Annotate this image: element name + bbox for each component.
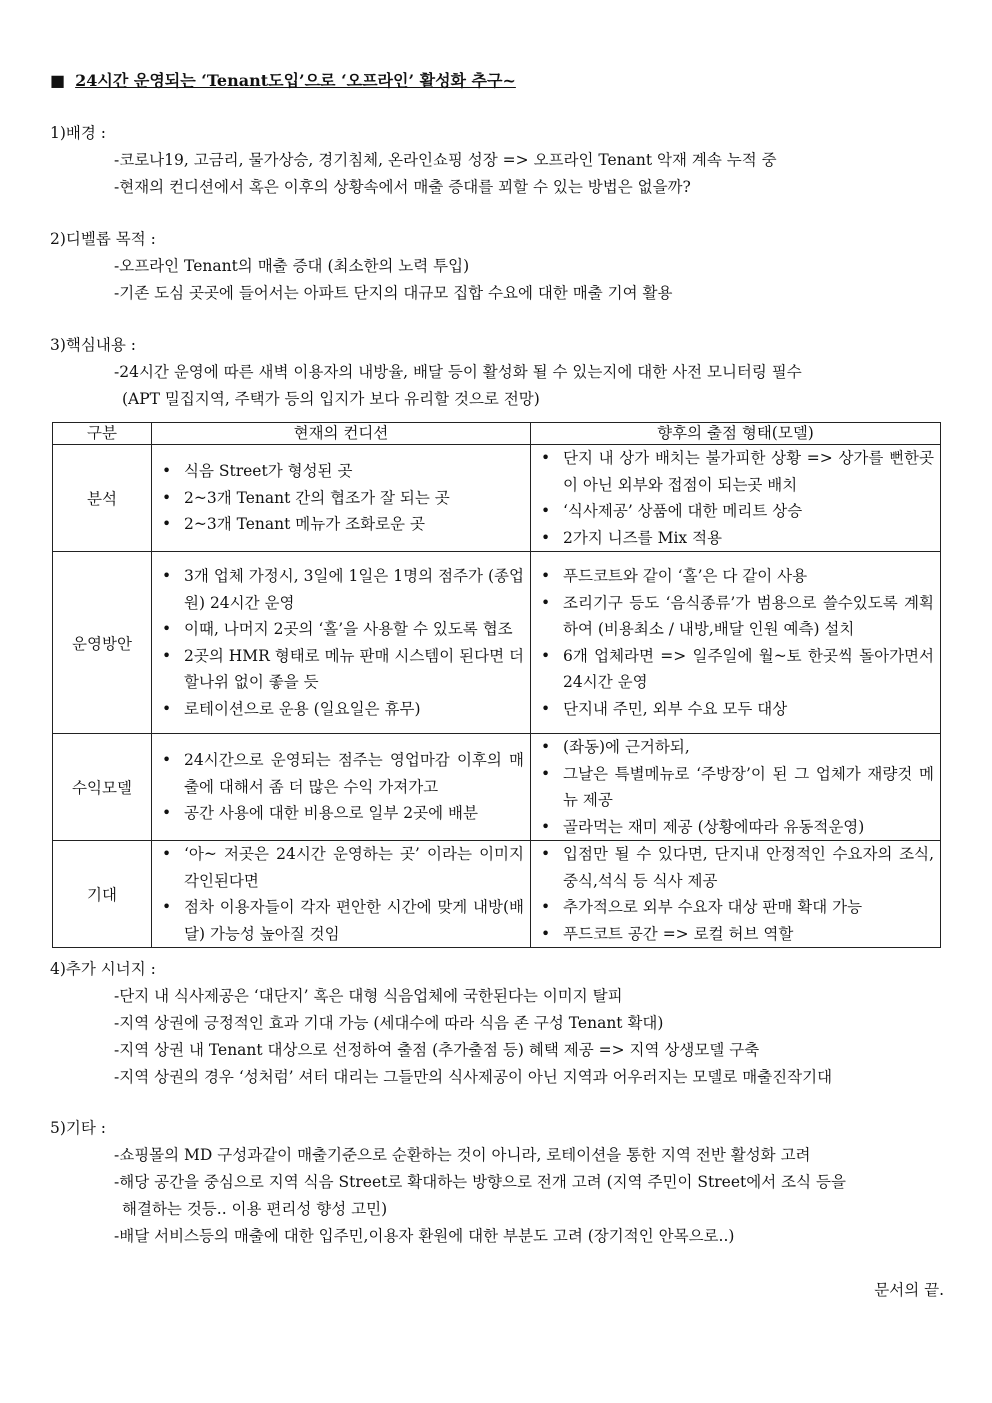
table-header-cell: 현재의 컨디션 xyxy=(152,423,531,445)
list-item: • 점차 이용자들이 각자 편안한 시간에 맞게 내방(배달) 가능성 높아질 것임 xyxy=(160,894,524,947)
table-row xyxy=(53,841,941,948)
section-core xyxy=(50,332,950,413)
row-label: 운영방안 xyxy=(53,552,152,734)
section-purpose xyxy=(50,226,950,307)
section-line: -쇼핑몰의 MD 구성과같이 매출기준으로 순환하는 것이 아니라, 로테이션을 통한 지역 전반 활성화 고려 xyxy=(114,1146,811,1164)
section-line: -코로나19, 고금리, 물가상승, 경기침체, 온라인쇼핑 성장 => 오프라인 Tenant 악재 계속 누적 중 xyxy=(114,151,777,169)
list-item: • 2~3개 Tenant 간의 협조가 잘 되는 곳 xyxy=(160,485,524,512)
list-item: • 6개 업체라면 => 일주일에 월~토 한곳씩 돌아가면서 24시간 운영 xyxy=(539,643,934,696)
section-heading: 1)배경 : xyxy=(50,124,107,142)
section-line: -지역 상권 내 Tenant 대상으로 선정하여 출점 (추가출점 등) 혜택 제공 => 지역 상생모델 구축 xyxy=(114,1041,760,1059)
list-item: • 2~3개 Tenant 메뉴가 조화로운 곳 xyxy=(160,511,524,538)
list-item: • 단지 내 상가 배치는 불가피한 상황 => 상가를 뻔한곳이 아닌 외부와 접점이 되는곳 배치 xyxy=(539,445,934,498)
section-heading: 4)추가 시너지 : xyxy=(50,960,156,978)
row-label: 분석 xyxy=(53,445,152,552)
table-row xyxy=(53,552,941,734)
future-cell xyxy=(531,734,941,841)
section-line: -해당 공간을 중심으로 지역 식음 Street로 확대하는 방향으로 전개 고려 (지역 주민이 Street에서 조식 등을 xyxy=(114,1173,846,1191)
list-item: • (좌동)에 근거하되, xyxy=(539,734,934,761)
list-item: • 공간 사용에 대한 비용으로 일부 2곳에 배분 xyxy=(160,800,524,827)
section-heading: 2)디벨롭 목적 : xyxy=(50,230,156,248)
future-cell xyxy=(531,552,941,734)
list-item: • ‘식사제공’ 상품에 대한 메리트 상승 xyxy=(539,498,934,525)
table-row xyxy=(53,445,941,552)
section-line: -기존 도심 곳곳에 들어서는 아파트 단지의 대규모 집합 수요에 대한 매출 기여 활용 xyxy=(114,284,673,302)
list-item: • 2가지 니즈를 Mix 적용 xyxy=(539,525,934,552)
future-cell xyxy=(531,445,941,552)
current-cell xyxy=(152,445,531,552)
document-title xyxy=(50,68,516,91)
list-item: • 2곳의 HMR 형태로 메뉴 판매 시스템이 된다면 더할나위 없이 좋을 듯 xyxy=(160,643,524,696)
comparison-table xyxy=(52,422,941,948)
current-cell xyxy=(152,734,531,841)
list-item: • 24시간으로 운영되는 점주는 영업마감 이후의 매출에 대해서 좀 더 많은 수익 가져가고 xyxy=(160,747,524,800)
list-item: • 골라먹는 재미 제공 (상황에따라 유동적운영) xyxy=(539,814,934,841)
list-item: • 로테이션으로 운용 (일요일은 휴무) xyxy=(160,696,524,723)
list-item: • 3개 업체 가정시, 3일에 1일은 1명의 점주가 (종업원) 24시간 운영 xyxy=(160,563,524,616)
list-item: • 푸드코트 공간 => 로컬 허브 역할 xyxy=(539,921,934,948)
list-item: • 그날은 특별메뉴로 ‘주방장’이 된 그 업체가 재량것 메뉴 제공 xyxy=(539,761,934,814)
list-item: • 추가적으로 외부 수요자 대상 판매 확대 가능 xyxy=(539,894,934,921)
section-line: -배달 서비스등의 매출에 대한 입주민,이용자 환원에 대한 부분도 고려 (장기적인 안목으로..) xyxy=(114,1227,735,1245)
section-heading: 3)핵심내용 : xyxy=(50,336,136,354)
list-item: • 식음 Street가 형성된 곳 xyxy=(160,458,524,485)
list-item: • 입점만 될 수 있다면, 단지내 안정적인 수요자의 조식,중식,석식 등 식사 제공 xyxy=(539,841,934,894)
list-item: • 푸드코트와 같이 ‘홀’은 다 같이 사용 xyxy=(539,563,934,590)
list-item: • 조리기구 등도 ‘음식종류’가 범용으로 쓸수있도록 계획하여 (비용최소 / 내방,배달 인원 예측) 설치 xyxy=(539,590,934,643)
section-line: -오프라인 Tenant의 매출 증대 (최소한의 노력 투입) xyxy=(114,257,470,275)
row-label: 기대 xyxy=(53,841,152,948)
section-line: -현재의 컨디션에서 혹은 이후의 상황속에서 매출 증대를 꾀할 수 있는 방법은 없을까? xyxy=(114,178,691,196)
section-synergy xyxy=(50,956,950,1091)
table-header-row xyxy=(53,423,941,445)
future-cell xyxy=(531,841,941,948)
section-etc xyxy=(50,1115,950,1250)
current-cell xyxy=(152,841,531,948)
row-label: 수익모델 xyxy=(53,734,152,841)
section-line: -24시간 운영에 따른 새벽 이용자의 내방율, 배달 등이 활성화 될 수 있는지에 대한 사전 모니터링 필수 xyxy=(114,363,802,381)
list-item: • 이때, 나머지 2곳의 ‘홀’을 사용할 수 있도록 협조 xyxy=(160,616,524,643)
section-background xyxy=(50,120,950,201)
section-line: -단지 내 식사제공은 ‘대단지’ 혹은 대형 식음업체에 국한된다는 이미지 탈피 xyxy=(114,987,623,1005)
section-line: (APT 밀집지역, 주택가 등의 입지가 보다 유리할 것으로 전망) xyxy=(122,390,540,408)
section-line: -지역 상권에 긍정적인 효과 기대 가능 (세대수에 따라 식음 존 구성 Tenant 확대) xyxy=(114,1014,664,1032)
title-text: 24시간 운영되는 ‘Tenant도입’으로 ‘오프라인’ 활성화 추구~ xyxy=(75,71,516,90)
table-header-cell: 향후의 출점 형태(모델) xyxy=(531,423,941,445)
table-header-cell: 구분 xyxy=(53,423,152,445)
document-end-text: 문서의 끝. xyxy=(874,1281,944,1299)
list-item: • 단지내 주민, 외부 수요 모두 대상 xyxy=(539,696,934,723)
current-cell xyxy=(152,552,531,734)
section-line: -지역 상권의 경우 ‘성처럼’ 셔터 대리는 그들만의 식사제공이 아닌 지역과 어우러지는 모델로 매출진작기대 xyxy=(114,1068,833,1086)
section-heading: 5)기타 : xyxy=(50,1119,107,1137)
section-line: 해결하는 것등.. 이용 편리성 향성 고민) xyxy=(122,1200,388,1218)
table-row xyxy=(53,734,941,841)
list-item: • ‘아~ 저곳은 24시간 운영하는 곳’ 이라는 이미지 각인된다면 xyxy=(160,841,524,894)
title-square-icon: ■ xyxy=(50,71,66,90)
